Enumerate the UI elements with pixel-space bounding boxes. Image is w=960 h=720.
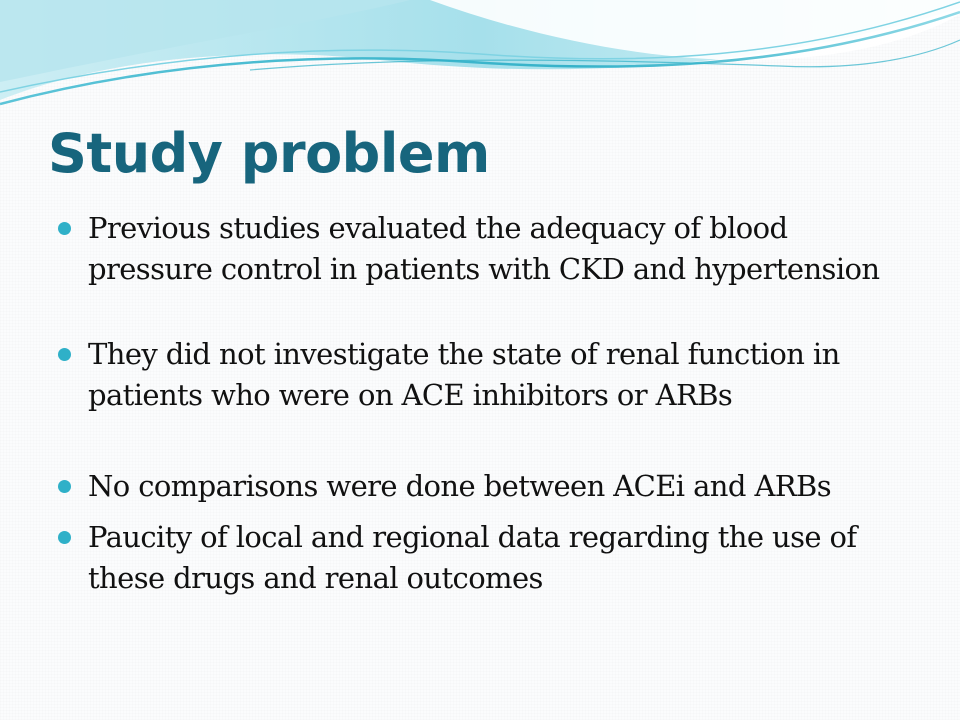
bullet-item bbox=[58, 466, 918, 507]
bullet-dot-icon bbox=[58, 531, 71, 544]
bullet-text: Previous studies evaluated the adequacy of blood pressure control in patients with CKD and hypertension bbox=[88, 211, 880, 286]
bullet-dot-icon bbox=[58, 480, 71, 493]
bullet-dot-icon bbox=[58, 222, 71, 235]
bullet-item bbox=[58, 334, 918, 416]
slide-title: Study problem bbox=[48, 122, 490, 185]
bullet-dot-icon bbox=[58, 348, 71, 361]
header-wave-decoration bbox=[0, 0, 960, 120]
bullet-text: No comparisons were done between ACEi and ARBs bbox=[88, 469, 832, 503]
bullet-text: Paucity of local and regional data regarding the use of these drugs and renal outcomes bbox=[88, 520, 857, 595]
bullet-text: They did not investigate the state of renal function in patients who were on ACE inhibitors or ARBs bbox=[88, 337, 840, 412]
bullet-item bbox=[58, 517, 918, 599]
bullet-list bbox=[58, 208, 918, 599]
bullet-item bbox=[58, 208, 918, 290]
